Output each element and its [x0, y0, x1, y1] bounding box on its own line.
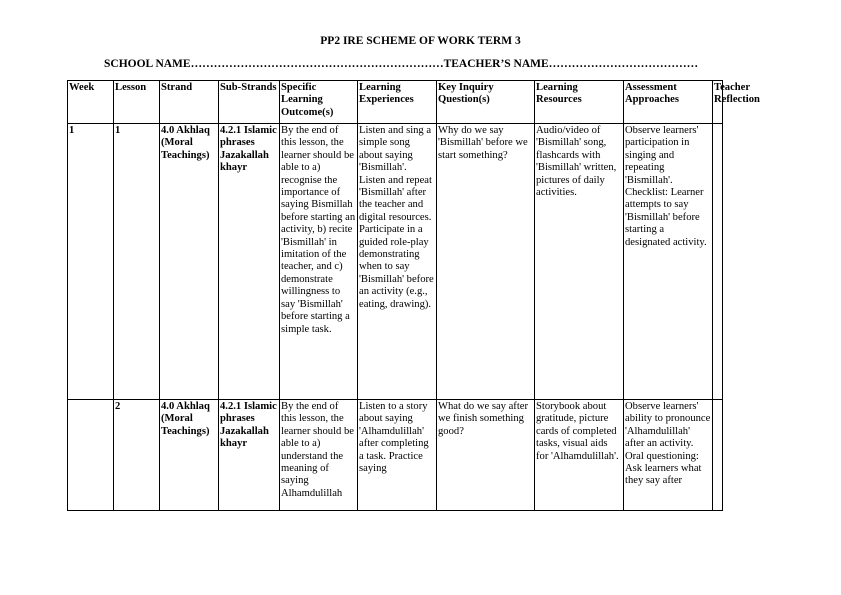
table-row: [68, 124, 723, 400]
reflection-cell: [713, 400, 723, 511]
strand-cell: 4.0 Akhlaq (Moral Teachings): [160, 124, 219, 400]
week-cell: [68, 400, 114, 511]
resources-cell: Storybook about gratitude, picture cards of completed tasks, visual aids for 'Alhamdulillah'.: [535, 400, 624, 511]
column-header-strand: Strand: [160, 81, 219, 124]
week-cell: 1: [68, 124, 114, 400]
experiences-cell: Listen to a story about saying 'Alhamdulillah' after completing a task. Practice saying: [358, 400, 437, 511]
lesson-cell: 1: [114, 124, 160, 400]
school-teacher-name-line: SCHOOL NAME…………………………………………………………TEACHER’S NAME…………………………………: [104, 58, 699, 70]
assessment-cell: Observe learners' ability to pronounce 'Alhamdulillah' after an activity. Oral questioning: Ask learners what they say after: [624, 400, 713, 511]
inquiry-cell: Why do we say 'Bismillah' before we start something?: [437, 124, 535, 400]
outcomes-cell: By the end of this lesson, the learner should be able to a) recognise the importance of saying Bismillah before starting an activity, b) recite 'Bismillah' in imitation of the teacher, and c) demonstrate willingness to say 'Bismillah' before starting a simple task.: [280, 124, 358, 400]
column-header-reflection: Teacher Reflection: [713, 81, 723, 124]
document-title: PP2 IRE SCHEME OF WORK TERM 3: [320, 35, 521, 47]
column-header-sub-strands: Sub-Strands: [219, 81, 280, 124]
column-header-resources: Learning Resources: [535, 81, 624, 124]
column-header-week: Week: [68, 81, 114, 124]
reflection-cell: [713, 124, 723, 400]
scheme-of-work-table: [67, 80, 760, 511]
column-header-experiences: Learning Experiences: [358, 81, 437, 124]
column-header-assessment: Assessment Approaches: [624, 81, 713, 124]
table-header-row: [68, 81, 723, 124]
lesson-cell: 2: [114, 400, 160, 511]
column-header-inquiry: Key Inquiry Question(s): [437, 81, 535, 124]
sub-strand-cell: 4.2.1 Islamic phrases Jazakallah khayr: [219, 400, 280, 511]
table-row: [68, 400, 723, 511]
strand-cell: 4.0 Akhlaq (Moral Teachings): [160, 400, 219, 511]
assessment-cell: Observe learners' participation in singing and repeating 'Bismillah'. Checklist: Learner attempts to say 'Bismillah' before starting a designated activity.: [624, 124, 713, 400]
experiences-cell: Listen and sing a simple song about saying 'Bismillah'. Listen and repeat 'Bismillah' after the teacher and digital resources. Participate in a guided role-play demonstrating when to say 'Bismillah' before an activity (e.g., eating, drawing).: [358, 124, 437, 400]
outcomes-cell: By the end of this lesson, the learner should be able to a) understand the meaning of saying Alhamdulillah: [280, 400, 358, 511]
resources-cell: Audio/video of 'Bismillah' song, flashcards with 'Bismillah' written, pictures of daily activities.: [535, 124, 624, 400]
inquiry-cell: What do we say after we finish something good?: [437, 400, 535, 511]
sub-strand-cell: 4.2.1 Islamic phrases Jazakallah khayr: [219, 124, 280, 400]
column-header-lesson: Lesson: [114, 81, 160, 124]
column-header-outcomes: Specific Learning Outcome(s): [280, 81, 358, 124]
